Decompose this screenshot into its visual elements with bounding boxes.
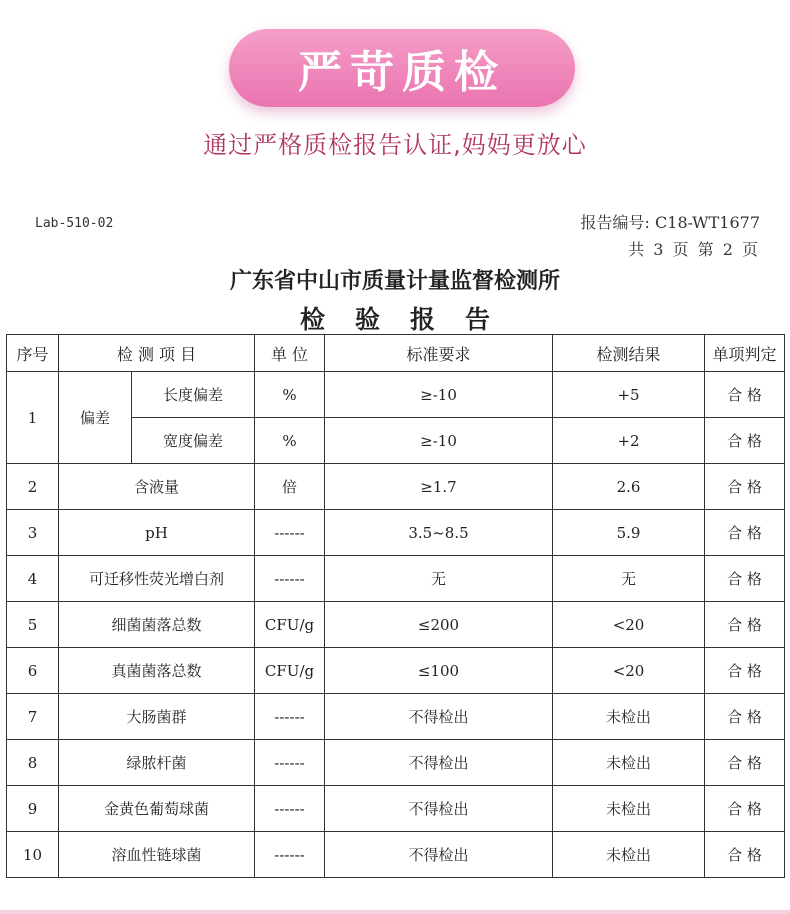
item-name: 绿脓杆菌 bbox=[59, 740, 255, 786]
item-name: 大肠菌群 bbox=[59, 694, 255, 740]
requirement: ≥1.7 bbox=[325, 464, 553, 510]
table-row bbox=[7, 648, 785, 694]
result: <20 bbox=[553, 648, 705, 694]
verdict: 合 格 bbox=[705, 694, 785, 740]
verdict: 合 格 bbox=[705, 372, 785, 418]
bottom-strip bbox=[0, 910, 790, 914]
item-name: 真菌菌落总数 bbox=[59, 648, 255, 694]
item-name: 溶血性链球菌 bbox=[59, 832, 255, 878]
result: +5 bbox=[553, 372, 705, 418]
table-row bbox=[7, 832, 785, 878]
verdict: 合 格 bbox=[705, 648, 785, 694]
header-cell: 标准要求 bbox=[325, 335, 553, 372]
requirement: 无 bbox=[325, 556, 553, 602]
row-number: 1 bbox=[7, 372, 59, 464]
unit: CFU/g bbox=[255, 602, 325, 648]
unit: 倍 bbox=[255, 464, 325, 510]
table-row bbox=[7, 556, 785, 602]
unit: ------ bbox=[255, 556, 325, 602]
item-name: 金黄色葡萄球菌 bbox=[59, 786, 255, 832]
requirement: ≥-10 bbox=[325, 418, 553, 464]
quality-badge bbox=[229, 29, 575, 107]
verdict: 合 格 bbox=[705, 556, 785, 602]
header-cell: 检 测 项 目 bbox=[59, 335, 255, 372]
unit: CFU/g bbox=[255, 648, 325, 694]
inspection-table bbox=[6, 334, 785, 878]
item-name: 宽度偏差 bbox=[132, 418, 255, 464]
row-number: 7 bbox=[7, 694, 59, 740]
header-cell: 检测结果 bbox=[553, 335, 705, 372]
unit: ------ bbox=[255, 740, 325, 786]
verdict: 合 格 bbox=[705, 832, 785, 878]
requirement: ≥-10 bbox=[325, 372, 553, 418]
verdict: 合 格 bbox=[705, 602, 785, 648]
table-row bbox=[7, 602, 785, 648]
item-name: pH bbox=[59, 510, 255, 556]
item-name: 长度偏差 bbox=[132, 372, 255, 418]
row-number: 2 bbox=[7, 464, 59, 510]
table-row bbox=[7, 740, 785, 786]
unit: ------ bbox=[255, 510, 325, 556]
header-cell: 单项判定 bbox=[705, 335, 785, 372]
table-header-row bbox=[7, 335, 785, 372]
header-cell: 单 位 bbox=[255, 335, 325, 372]
subtitle: 通过严格质检报告认证,妈妈更放心 bbox=[203, 131, 587, 159]
page-count: 共 3 页 第 2 页 bbox=[628, 240, 760, 259]
requirement: ≤100 bbox=[325, 648, 553, 694]
result: 未检出 bbox=[553, 694, 705, 740]
unit: ------ bbox=[255, 786, 325, 832]
requirement: 不得检出 bbox=[325, 740, 553, 786]
table-row bbox=[7, 464, 785, 510]
organization-name: 广东省中山市质量计量监督检测所 bbox=[229, 269, 560, 294]
header-cell: 序号 bbox=[7, 335, 59, 372]
requirement: 不得检出 bbox=[325, 786, 553, 832]
row-number: 3 bbox=[7, 510, 59, 556]
row-number: 8 bbox=[7, 740, 59, 786]
verdict: 合 格 bbox=[705, 786, 785, 832]
result: <20 bbox=[553, 602, 705, 648]
row-number: 10 bbox=[7, 832, 59, 878]
result: 未检出 bbox=[553, 786, 705, 832]
result: 无 bbox=[553, 556, 705, 602]
result: 未检出 bbox=[553, 832, 705, 878]
requirement: ≤200 bbox=[325, 602, 553, 648]
requirement: 3.5~8.5 bbox=[325, 510, 553, 556]
report-title: 检验报告 bbox=[299, 305, 520, 334]
result: 未检出 bbox=[553, 740, 705, 786]
verdict: 合 格 bbox=[705, 510, 785, 556]
lab-code: Lab-510-02 bbox=[35, 216, 114, 231]
table-row bbox=[7, 372, 785, 418]
row-number: 5 bbox=[7, 602, 59, 648]
result: 5.9 bbox=[553, 510, 705, 556]
table-row bbox=[7, 510, 785, 556]
requirement: 不得检出 bbox=[325, 832, 553, 878]
unit: % bbox=[255, 372, 325, 418]
row-number: 6 bbox=[7, 648, 59, 694]
row-number: 9 bbox=[7, 786, 59, 832]
row-number: 4 bbox=[7, 556, 59, 602]
report-number: 报告编号: C18-WT1677 bbox=[580, 213, 760, 232]
unit: % bbox=[255, 418, 325, 464]
verdict: 合 格 bbox=[705, 464, 785, 510]
unit: ------ bbox=[255, 832, 325, 878]
item-name: 细菌菌落总数 bbox=[59, 602, 255, 648]
item-name: 可迁移性荧光增白剂 bbox=[59, 556, 255, 602]
table-row bbox=[7, 786, 785, 832]
verdict: 合 格 bbox=[705, 740, 785, 786]
requirement: 不得检出 bbox=[325, 694, 553, 740]
badge-title: 严苛质检 bbox=[298, 47, 506, 98]
item-name: 含液量 bbox=[59, 464, 255, 510]
result: +2 bbox=[553, 418, 705, 464]
verdict: 合 格 bbox=[705, 418, 785, 464]
result: 2.6 bbox=[553, 464, 705, 510]
table-row bbox=[7, 694, 785, 740]
group-label: 偏差 bbox=[59, 372, 132, 464]
unit: ------ bbox=[255, 694, 325, 740]
